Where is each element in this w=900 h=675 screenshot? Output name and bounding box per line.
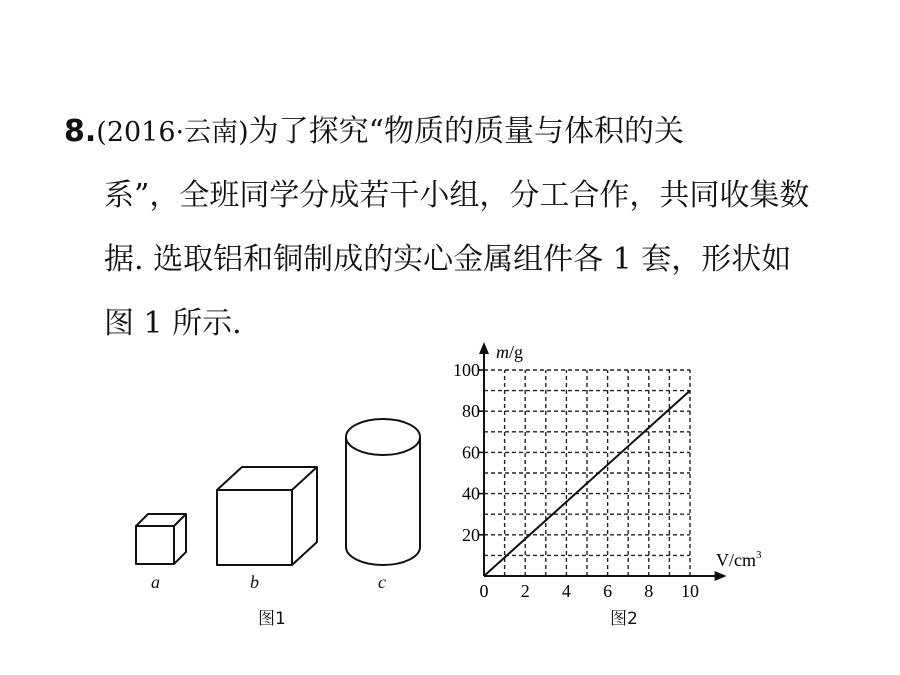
x-axis-label-sup: 3 [756,549,762,561]
x-tick-label: 10 [681,581,699,601]
x-axis-arrow [715,571,727,581]
y-tick-label: 20 [462,524,480,545]
y-tick-label: 40 [462,483,480,504]
y-axis-arrow [479,342,489,354]
y-tick-label: 60 [462,442,480,463]
chart-ticks [453,360,699,601]
question-number: 8. [64,114,97,149]
y-axis-label-var: m [496,342,509,362]
x-tick-label: 4 [561,581,571,601]
y-tick-label: 100 [453,360,480,380]
label-a: a [151,572,160,592]
figure1-caption: 图1 [258,609,286,629]
x-tick-label: 8 [644,581,654,601]
question-text-line: 为了探究“物质的质量与体积的关 [248,114,684,149]
label-c: c [378,572,386,592]
x-axis-label [716,549,762,570]
question-line-2: 系”，全班同学分成若干小组，分工合作，共同收集数 [104,178,810,213]
chart-grid [484,370,690,576]
x-tick-label: 0 [479,581,489,601]
x-tick-label: 2 [520,581,530,601]
x-tick-label: 6 [603,581,613,601]
question-line-4: 图 1 所示. [104,306,242,341]
y-tick-label: 80 [462,401,480,422]
y-axis-label-unit: /g [509,342,524,362]
figure2-caption: 图2 [610,609,638,629]
y-axis-label [496,342,523,362]
question-source: (2016·云南) [96,117,249,148]
label-b: b [250,572,259,592]
x-axis-label-base: V/cm [716,550,756,570]
question-line-3: 据. 选取铝和铜制成的实心金属组件各 1 套，形状如 [104,242,792,277]
